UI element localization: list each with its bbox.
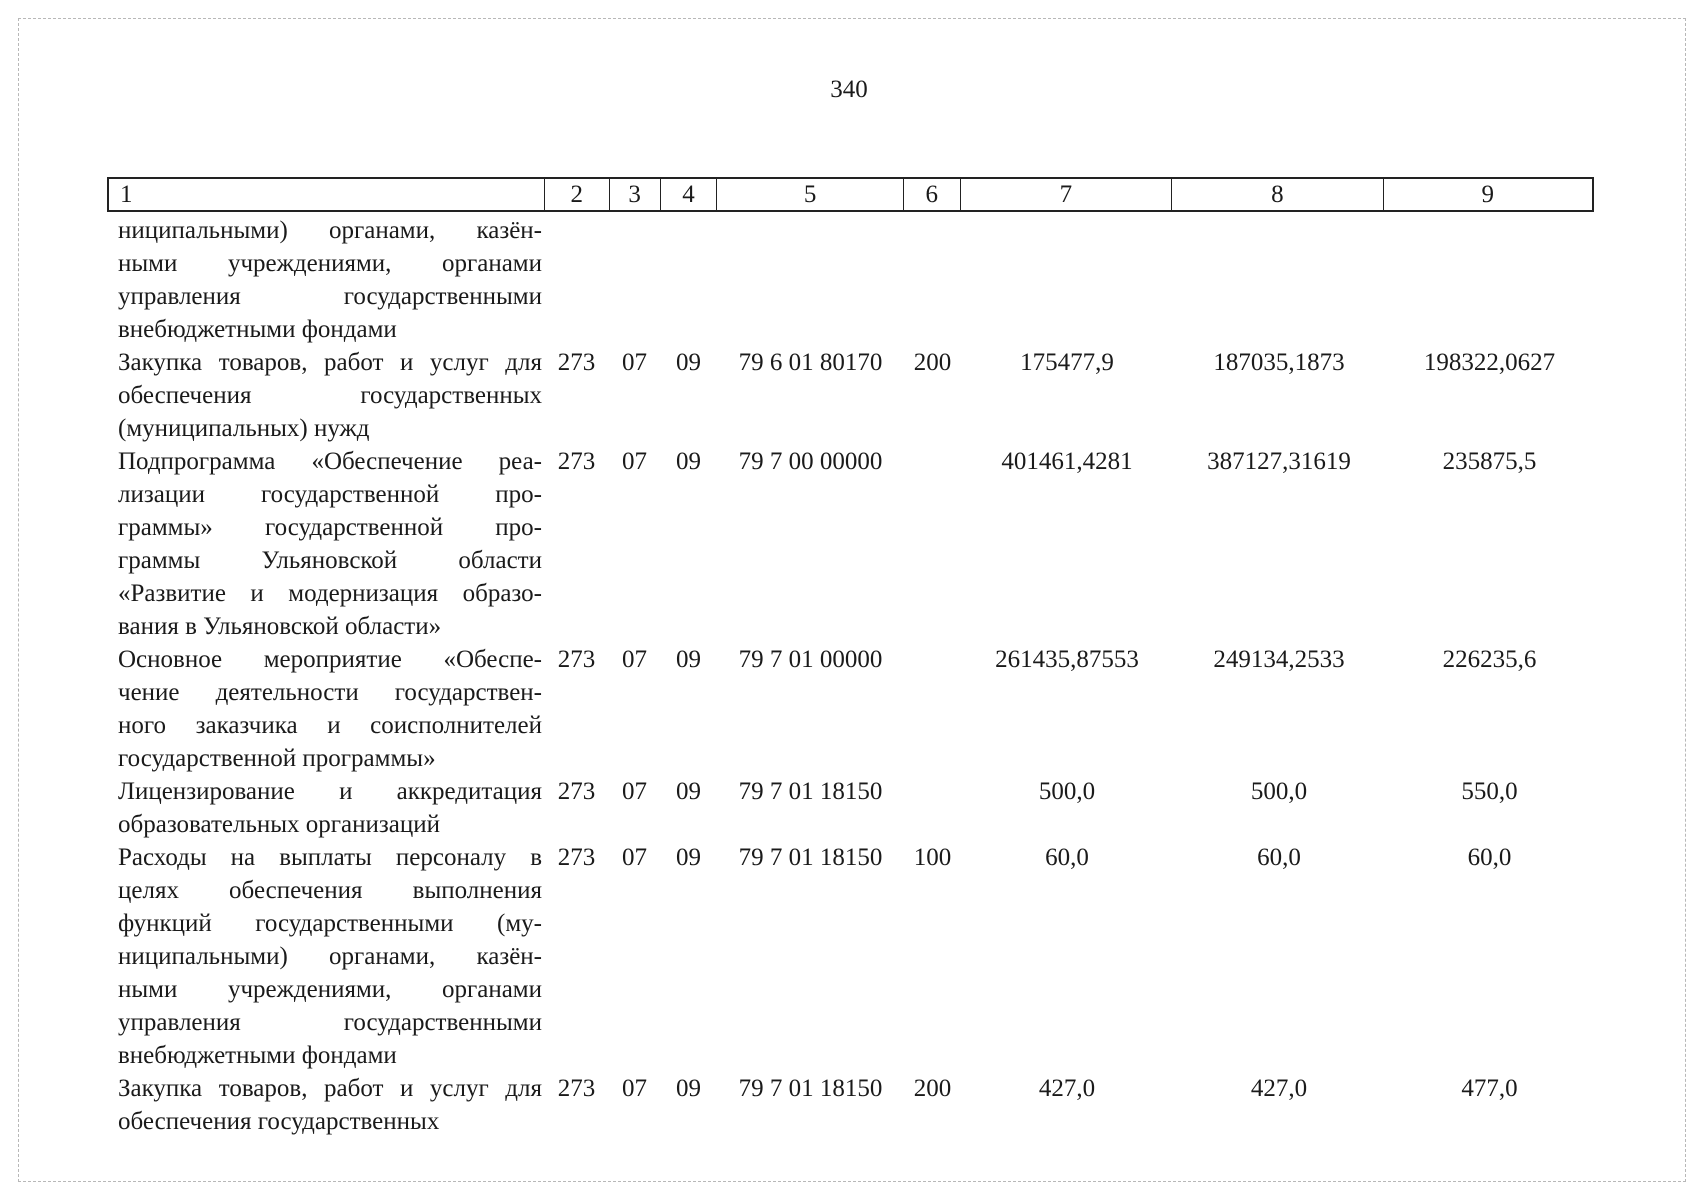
cell-col-5: 79 7 01 18150 (738, 1075, 883, 1102)
row-description (107, 346, 544, 445)
table-row (107, 841, 1594, 1072)
description-line: целях обеспечения выполнения (118, 877, 542, 904)
description-line: ниципальными) органами, казён- (118, 943, 542, 970)
cell-col-8: 427,0 (1250, 1075, 1308, 1102)
cell-col-6 (904, 445, 961, 643)
header-col-7: 7 (961, 179, 1172, 210)
description-line: ниципальными) органами, казён- (118, 217, 542, 244)
cell-col-2: 273 (557, 646, 596, 673)
table-row (107, 445, 1594, 643)
cell-col-5: 79 7 01 18150 (738, 778, 883, 805)
cell-col-8: 249134,2533 (1213, 646, 1345, 673)
cell-col-9: 60,0 (1467, 844, 1512, 871)
cell-col-6: 200 (913, 349, 952, 376)
table-row (107, 346, 1594, 445)
cell-col-2: 273 (557, 349, 596, 376)
description-line: Закупка товаров, работ и услуг для (118, 349, 542, 376)
description-line: обеспечения государственных (118, 382, 542, 409)
cell-col-5: 79 7 00 00000 (738, 448, 883, 475)
row-description (107, 643, 544, 775)
cell-col-6 (904, 214, 961, 346)
cell-col-8 (1173, 214, 1385, 346)
description-line: лизации государственной про- (118, 481, 542, 508)
cell-col-2: 273 (557, 844, 596, 871)
description-line: функций государственными (му- (118, 910, 542, 937)
cell-col-9: 550,0 (1461, 778, 1518, 805)
table-row (107, 775, 1594, 841)
cell-col-9: 226235,6 (1442, 646, 1537, 673)
table-body (107, 214, 1594, 1138)
table-header (107, 177, 1594, 212)
description-line: управления государственными (118, 283, 542, 310)
description-line: внебюджетными фондами (118, 316, 397, 343)
row-description (107, 841, 544, 1072)
description-line: Подпрограмма «Обеспечение реа- (118, 448, 542, 475)
cell-col-4: 09 (676, 646, 701, 673)
description-line: ными учреждениями, органами (118, 976, 542, 1003)
header-col-2: 2 (545, 179, 610, 210)
description-line: ного заказчика и соисполнителей (118, 712, 542, 739)
description-line: Закупка товаров, работ и услуг для (118, 1075, 542, 1102)
cell-col-7: 261435,87553 (995, 646, 1139, 673)
table-row (107, 214, 1594, 346)
cell-col-6: 100 (913, 844, 952, 871)
description-line: вания в Ульяновской области» (118, 613, 442, 640)
description-line: «Развитие и модернизация образо- (118, 580, 542, 607)
header-col-6: 6 (904, 179, 961, 210)
header-col-5: 5 (717, 179, 904, 210)
description-line: Лицензирование и аккредитация (118, 778, 542, 805)
cell-col-4 (660, 214, 717, 346)
description-line: обеспечения государственных (118, 1108, 440, 1135)
header-col-3: 3 (610, 179, 661, 210)
row-description (107, 214, 544, 346)
cell-col-9: 235875,5 (1442, 448, 1537, 475)
cell-col-2: 273 (557, 1075, 596, 1102)
cell-col-2: 273 (557, 778, 596, 805)
cell-col-8: 187035,1873 (1213, 349, 1345, 376)
description-line: Основное мероприятие «Обеспе- (118, 646, 542, 673)
cell-col-2 (544, 214, 609, 346)
description-line: граммы Ульяновской области (118, 547, 542, 574)
cell-col-6 (904, 775, 961, 841)
header-col-9: 9 (1481, 181, 1495, 208)
cell-col-3: 07 (622, 349, 647, 376)
description-line: государственной программы» (118, 745, 436, 772)
cell-col-3: 07 (622, 448, 647, 475)
table-row (107, 1072, 1594, 1138)
description-line: граммы» государственной про- (118, 514, 542, 541)
cell-col-6: 200 (913, 1075, 952, 1102)
header-col-1: 1 (109, 179, 545, 210)
cell-col-7: 60,0 (1045, 844, 1089, 871)
cell-col-2: 273 (557, 448, 596, 475)
cell-col-4: 09 (676, 1075, 701, 1102)
page-number: 340 (830, 76, 868, 103)
cell-col-8: 387127,31619 (1207, 448, 1351, 475)
cell-col-7: 500,0 (1038, 778, 1096, 805)
cell-col-7: 427,0 (1038, 1075, 1096, 1102)
description-line: образовательных организаций (118, 811, 441, 838)
description-line: (муниципальных) нужд (118, 415, 370, 442)
header-col-4: 4 (661, 179, 718, 210)
cell-col-7: 401461,4281 (1001, 448, 1133, 475)
cell-col-9 (1385, 214, 1594, 346)
cell-col-4: 09 (676, 349, 701, 376)
row-description (107, 1072, 544, 1138)
description-line: чение деятельности государствен- (118, 679, 542, 706)
description-line: Расходы на выплаты персоналу в (118, 844, 542, 871)
cell-col-6 (904, 643, 961, 775)
cell-col-4: 09 (676, 844, 701, 871)
cell-col-3 (609, 214, 660, 346)
cell-col-3: 07 (622, 1075, 647, 1102)
header-col-8: 8 (1172, 179, 1383, 210)
description-line: ными учреждениями, органами (118, 250, 542, 277)
cell-col-9: 477,0 (1461, 1075, 1518, 1102)
cell-col-4: 09 (676, 448, 701, 475)
cell-col-3: 07 (622, 844, 647, 871)
cell-col-5: 79 7 01 18150 (738, 844, 883, 871)
cell-col-4: 09 (676, 778, 701, 805)
description-line: управления государственными (118, 1009, 542, 1036)
description-line: внебюджетными фондами (118, 1042, 397, 1069)
cell-col-5: 79 7 01 00000 (738, 646, 883, 673)
cell-col-7 (961, 214, 1173, 346)
cell-col-3: 07 (622, 646, 647, 673)
cell-col-7: 175477,9 (1020, 349, 1114, 376)
row-description (107, 775, 544, 841)
cell-col-5: 79 6 01 80170 (738, 349, 883, 376)
cell-col-9: 198322,0627 (1423, 349, 1556, 376)
row-description (107, 445, 544, 643)
table-row (107, 643, 1594, 775)
cell-col-5 (717, 214, 904, 346)
cell-col-3: 07 (622, 778, 647, 805)
cell-col-8: 60,0 (1257, 844, 1301, 871)
cell-col-8: 500,0 (1250, 778, 1308, 805)
